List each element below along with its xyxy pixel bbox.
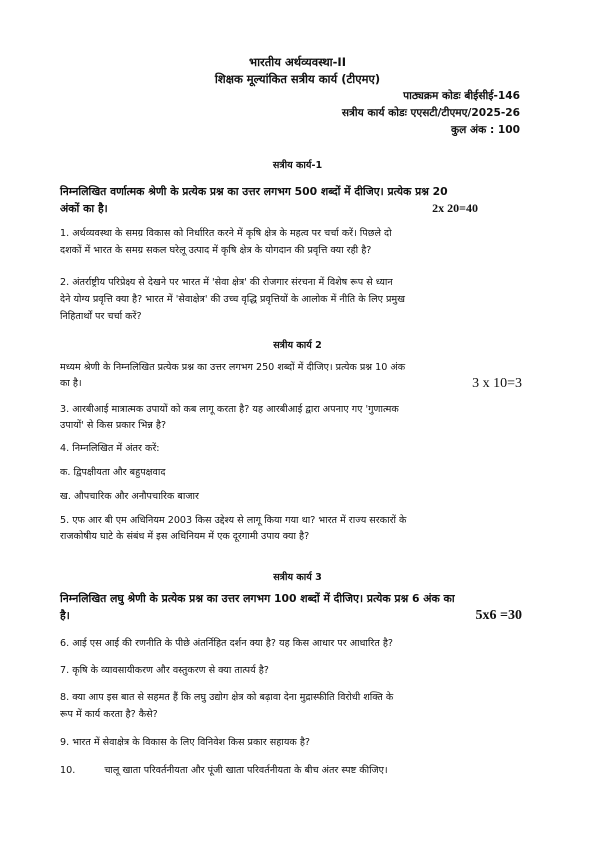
section2-instruction-line2-row: [60, 376, 528, 392]
course-title: भारतीय अर्थव्यवस्था-II: [248, 55, 346, 69]
q6: 6. आई एस आई की रणनीति के पीछे अंतर्निहित दर्शन क्या है? यह किस आधार पर आधारित है?: [60, 638, 394, 649]
q2-line3: निहितार्थों पर चर्चा करें?: [60, 311, 142, 322]
section3-heading: सत्रीय कार्य 3: [273, 572, 322, 583]
section1-instruction-line2-row: [60, 201, 528, 216]
q8-line2: रूप में कार्य करता है? कैसे?: [60, 709, 158, 720]
section3-instruction-line2: है।: [60, 609, 70, 622]
section3-instruction-line2-row: [60, 608, 528, 624]
section2-instruction-line1: मध्यम श्रेणी के निम्नलिखित प्रत्येक प्रश्न का उत्तर लगभग 250 शब्दों में दीजिए। प्रत्येक प्रश्न 10 अंक: [60, 362, 406, 373]
total-marks: कुल अंक : 100: [451, 124, 520, 136]
section2-marks: 3 x 10=3: [472, 376, 522, 391]
q1-line1: 1. अर्थव्यवस्था के समग्र विकास को निर्धारित करने में कृषि क्षेत्र के महत्व पर चर्चा करें। पिछले दो: [60, 228, 392, 239]
q2-line2: देने योग्य प्रवृत्ति क्या है? भारत में 'सेवाक्षेत्र' की उच्च वृद्धि प्रवृत्तियों के आलोक में नीति के लिए प्रमुख: [60, 294, 406, 305]
q3-line2: उपायों' से किस प्रकार भिन्न है?: [60, 420, 167, 431]
q5-line2: राजकोषीय घाटे के संबंध में इस अधिनियम में एक दूरगामी उपाय क्या है?: [60, 531, 310, 542]
q2-line1: 2. अंतर्राष्ट्रीय परिप्रेक्ष्य से देखने पर भारत में 'सेवा क्षेत्र' की रोजगार संरचना में विशेष रूप से ध्यान: [60, 277, 393, 288]
q1-line2: दशकों में भारत के समग्र सकल घरेलू उत्पाद में कृषि क्षेत्र के योगदान की प्रवृत्ति क्या रही है?: [60, 245, 372, 256]
q8-line1: 8. क्या आप इस बात से सहमत हैं कि लघु उद्योग क्षेत्र को बढ़ावा देना मुद्रास्फीति विरोधी शक्ति के: [60, 692, 394, 703]
q5-line1: 5. एफ आर बी एम अधिनियम 2003 किस उद्देश्य से लागू किया गया था? भारत में राज्य सरकारों के: [60, 515, 407, 526]
assignment-title: शिक्षक मूल्यांकित सत्रीय कार्य (टीएमए): [214, 72, 381, 86]
q7: 7. कृषि के व्यावसायीकरण और वस्तुकरण से क्या तात्पर्य है?: [60, 665, 269, 676]
section1-instruction-line2: अंकों का है।: [60, 202, 108, 215]
section2-heading: सत्रीय कार्य 2: [273, 340, 322, 351]
section1-instruction-line1: निम्नलिखित वर्णात्मक श्रेणी के प्रत्येक प्रश्न का उत्तर लगभग 500 शब्दों में दीजिए। प्रत्येक प्रश्न 20: [60, 185, 448, 198]
q4b: ख. औपचारिक और अनौपचारिक बाजार: [60, 491, 199, 502]
assignment-code: सत्रीय कार्य कोडः एएसटी/टीएमए/2025-26: [341, 107, 520, 119]
q4a: क. द्विपक्षीयता और बहुपक्षवाद: [60, 467, 166, 478]
q9: 9. भारत में सेवाक्षेत्र के विकास के लिए विनिवेश किस प्रकार सहायक है?: [60, 737, 311, 748]
q4: 4. निम्नलिखित में अंतर करें:: [60, 443, 160, 454]
section1-heading: सत्रीय कार्य-1: [272, 160, 323, 171]
q3-line1: 3. आरबीआई मात्रात्मक उपायों को कब लागू करता है? यह आरबीआई द्वारा अपनाए गए 'गुणात्मक: [60, 404, 399, 415]
section3-instruction-line1: निम्नलिखित लघु श्रेणी के प्रत्येक प्रश्न का उत्तर लगभग 100 शब्दों में दीजिए। प्रत्येक प्रश्न 6 अंक का: [60, 592, 455, 605]
q10: [60, 763, 528, 776]
q10-text: चालू खाता परिवर्तनीयता और पूंजी खाता परिवर्तनीयता के बीच अंतर स्पष्ट कीजिए।: [104, 765, 388, 776]
section1-marks: 2x 20=40: [432, 201, 478, 215]
section2-instruction-line2: का है।: [60, 378, 82, 389]
section3-marks: 5x6 =30: [475, 608, 522, 623]
q10-number: 10.: [60, 765, 76, 776]
course-code: पाठ्यक्रम कोडः बीईसीई-146: [403, 90, 520, 102]
